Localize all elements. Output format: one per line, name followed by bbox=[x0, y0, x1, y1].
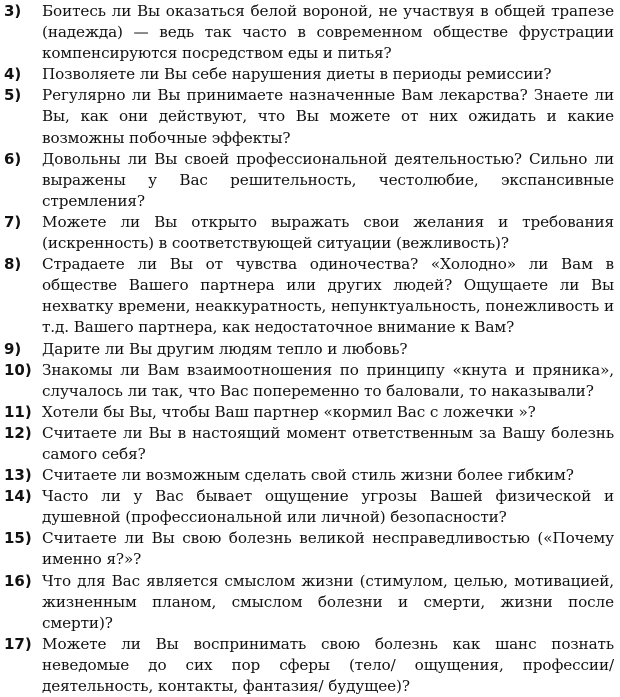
question-text: Позволяете ли Вы себе нарушения диеты в периоды ремиссии? bbox=[42, 65, 552, 84]
question-item-12 bbox=[4, 423, 614, 465]
question-item-7 bbox=[4, 212, 614, 254]
question-number: 7) bbox=[4, 212, 22, 231]
question-text: Можете ли Вы открыто выражать свои желания и требования (искренность) в соответствующей ситуации (вежливость)? bbox=[42, 212, 614, 253]
question-text: Боитесь ли Вы оказаться белой вороной, не участвуя в общей трапезе (надежда) — ведь так часто в современном обществе фрустрации компенсируются посредством еды и питья? bbox=[42, 2, 614, 63]
question-number: 9) bbox=[4, 339, 22, 358]
question-text: Страдаете ли Вы от чувства одиночества? «Холодно» ли Вам в обществе Вашего партнера или других людей? Ощущаете ли Вы нехватку времени, неаккуратность, непунктуальность, понежливость и т.д. Вашего партнера, как недостаточное внимание к Вам? bbox=[42, 255, 614, 337]
question-item-11 bbox=[4, 402, 614, 423]
question-text: Считаете ли возможным сделать свой стиль жизни более гибким? bbox=[42, 466, 574, 485]
question-number: 15) bbox=[4, 529, 32, 548]
question-list bbox=[4, 1, 614, 697]
question-text: Довольны ли Вы своей профессиональной деятельностью? Сильно ли выражены у Вас решительность, честолюбие, экспансивные стремления? bbox=[42, 149, 614, 210]
question-number: 14) bbox=[4, 487, 32, 506]
question-number: 16) bbox=[4, 571, 32, 590]
question-text: Считаете ли Вы в настоящий момент ответственным за Вашу болезнь самого себя? bbox=[42, 423, 614, 463]
question-number: 12) bbox=[4, 423, 32, 442]
question-item-14 bbox=[4, 486, 614, 528]
question-text: Знакомы ли Вам взаимоотношения по принципу «кнута и пряника», случалось ли так, что Вас попеременно то баловали, то наказывали? bbox=[42, 360, 614, 400]
question-item-10 bbox=[4, 360, 614, 402]
question-text: Что для Вас является смыслом жизни (стимулом, целью, мотивацией, жизненным планом, смыслом болезни и смерти, жизни после смерти)? bbox=[42, 571, 614, 632]
question-number: 13) bbox=[4, 466, 32, 485]
question-item-13 bbox=[4, 465, 614, 486]
question-item-9 bbox=[4, 339, 614, 360]
question-item-17 bbox=[4, 634, 614, 697]
question-item-15 bbox=[4, 528, 614, 570]
question-number: 4) bbox=[4, 65, 22, 84]
question-number: 6) bbox=[4, 149, 22, 168]
question-item-6 bbox=[4, 149, 614, 212]
question-text: Дарите ли Вы другим людям тепло и любовь? bbox=[42, 339, 408, 358]
question-text: Часто ли у Вас бывает ощущение угрозы Вашей физической и душевной (профессиональной или личной) безопасности? bbox=[42, 487, 614, 527]
question-item-16 bbox=[4, 571, 614, 634]
question-number: 8) bbox=[4, 255, 22, 274]
question-item-3 bbox=[4, 1, 614, 64]
question-number: 11) bbox=[4, 402, 32, 421]
question-number: 5) bbox=[4, 86, 22, 105]
question-item-5 bbox=[4, 85, 614, 148]
question-text: Можете ли Вы воспринимать свою болезнь как шанс познать неведомые до сих пор сферы (тело/ ощущения, профессии/ деятельность, контакты, фантазия/ будущее)? bbox=[42, 634, 614, 695]
question-item-4 bbox=[4, 64, 614, 85]
question-text: Считаете ли Вы свою болезнь великой несправедливостью («Почему именно я?»? bbox=[42, 529, 614, 569]
question-text: Регулярно ли Вы принимаете назначенные Вам лекарства? Знаете ли Вы, как они действуют, что Вы можете от них ожидать и какие возможны побочные эффекты? bbox=[42, 86, 614, 147]
question-number: 10) bbox=[4, 360, 32, 379]
question-item-8 bbox=[4, 254, 614, 338]
question-text: Хотели бы Вы, чтобы Ваш партнер «кормил Вас с ложечки »? bbox=[42, 402, 536, 421]
question-number: 17) bbox=[4, 634, 32, 653]
question-number: 3) bbox=[4, 2, 22, 20]
